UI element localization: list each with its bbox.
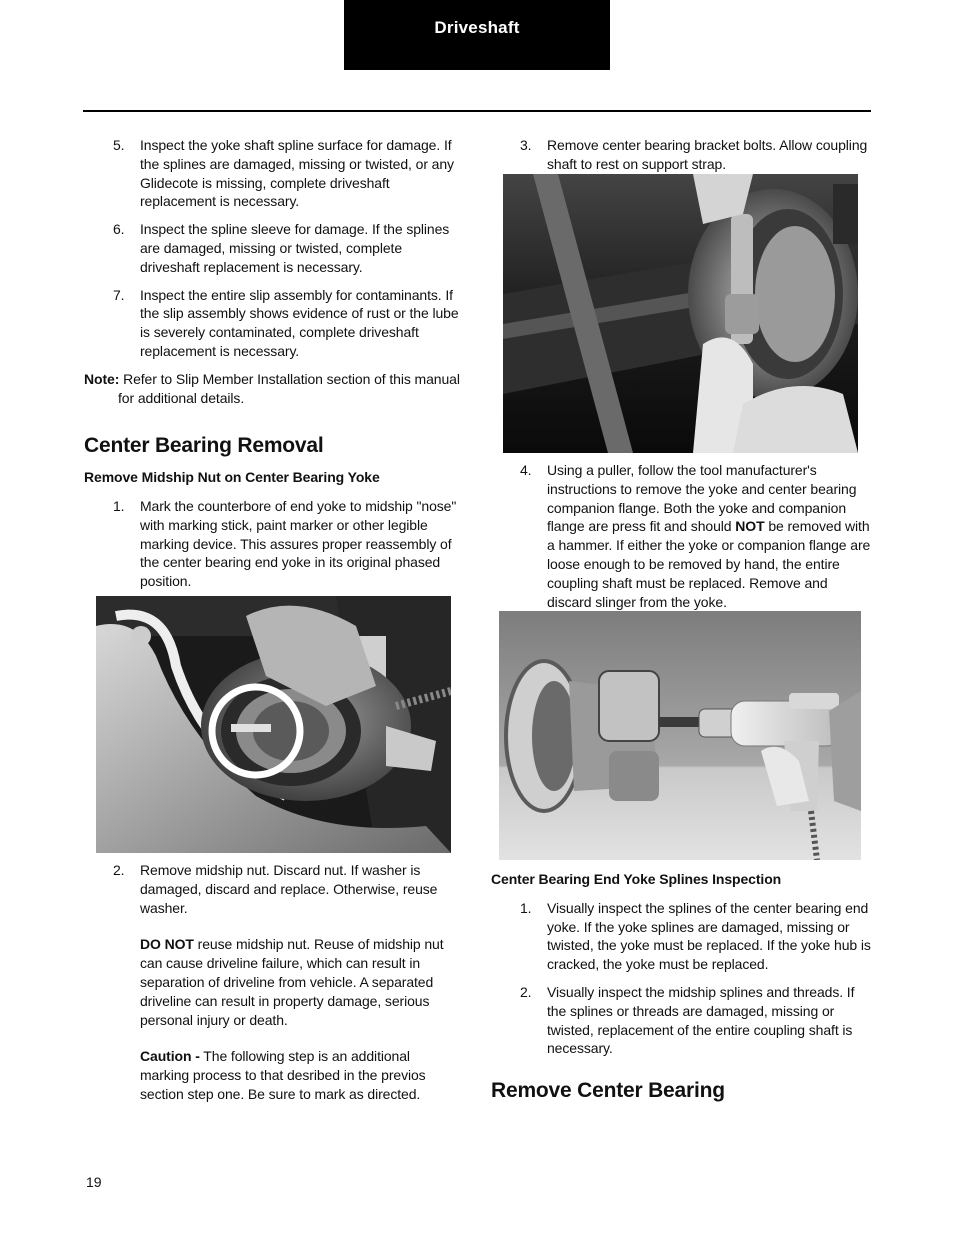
list-item xyxy=(84,136,462,211)
spacer xyxy=(140,1029,462,1047)
caution-label: Caution - xyxy=(140,1048,200,1065)
item-text: Visually inspect the splines of the center bearing end yoke. If the yoke splines are damaged, missing or twisted, the yoke must be replaced. If the yoke hub is cracked, the yoke must be replaced. xyxy=(547,899,871,973)
item-number: 5. xyxy=(113,137,125,153)
header-rule xyxy=(83,110,871,112)
item-text: Inspect the yoke shaft spline surface for damage. If the splines are damaged, missing or twisted, or any Glidecote is missing, complete driveshaft replacement is necessary. xyxy=(140,137,454,210)
subsection-title-midship-nut: Remove Midship Nut on Center Bearing Yoke xyxy=(84,469,380,486)
list-item xyxy=(491,136,871,174)
item-number: 3. xyxy=(520,137,532,153)
item-text: Remove center bearing bracket bolts. Allow coupling shaft to rest on support strap. xyxy=(547,137,868,172)
item-number: 2. xyxy=(113,862,125,878)
item-number: 1. xyxy=(113,497,125,514)
list-item xyxy=(84,497,462,591)
list-item xyxy=(491,899,871,974)
item-text: Visually inspect the midship splines and threads. If the splines or threads are damaged, missing or twisted, replacement of the entire coupling shaft is necessary. xyxy=(547,983,855,1057)
note-text: Refer to Slip Member Installation section of this manual for additional details. xyxy=(118,370,460,406)
item-text: Mark the counterbore of end yoke to midship "nose" with marking stick, paint marker or other legible marking device. This assures proper reassembly of the center bearing end yoke in its original phased position. xyxy=(140,497,457,590)
left-column-lower xyxy=(84,861,462,1113)
item-number: 1. xyxy=(520,899,532,916)
item-number: 6. xyxy=(113,221,125,238)
section-tab xyxy=(344,0,610,70)
section-tab-label: Driveshaft xyxy=(434,18,520,37)
donot-label: DO NOT xyxy=(140,936,194,953)
spacer xyxy=(140,917,462,935)
list-item xyxy=(491,983,871,1058)
note-paragraph xyxy=(84,370,462,408)
note-label: Note: xyxy=(84,370,120,387)
item-number: 4. xyxy=(520,462,532,478)
section-title-center-bearing-removal: Center Bearing Removal xyxy=(84,434,324,458)
subsection-title-inspection: Center Bearing End Yoke Splines Inspection xyxy=(491,871,782,887)
not-emphasis: NOT xyxy=(735,518,765,535)
right-column-mid xyxy=(491,461,871,620)
caution-text: The following step is an additional marking process to that desribed in the previos section step one. Be sure to mark as directed. xyxy=(140,1048,426,1102)
item-text: Using a puller, follow the tool manufacturer's instructions to remove the yoke and center bearing companion flange. Both the yoke and companion flange are press fit and should xyxy=(547,462,857,535)
right-column-lower xyxy=(491,870,871,1113)
item-body xyxy=(547,461,871,611)
list-item xyxy=(84,861,462,1104)
item-number: 7. xyxy=(113,286,125,303)
item-body xyxy=(140,861,462,1104)
page-number: 19 xyxy=(86,1174,102,1190)
item-text: Inspect the spline sleeve for damage. If the splines are damaged, missing or twisted, complete driveshaft replacement is necessary. xyxy=(140,221,450,275)
list-item xyxy=(84,286,462,361)
list-item xyxy=(491,461,871,611)
bracket-bolt-photo xyxy=(503,174,858,453)
item-text-cont: be removed with a hammer. If either the yoke or companion flange are loose enough to be removed by hand, the entire coupling shaft must be replaced. Remove and discard slinger from the yoke. xyxy=(547,518,871,610)
list-item xyxy=(84,220,462,276)
donot-text: reuse midship nut. Reuse of midship nut can cause driveline failure, which can result in separation of driveline from vehicle. A separated driveline can result in property damage, serious personal injury or death. xyxy=(140,936,444,1028)
section-title-remove-center-bearing: Remove Center Bearing xyxy=(491,1079,725,1103)
left-column xyxy=(84,136,462,600)
item-number: 2. xyxy=(520,983,532,1000)
caution-paragraph xyxy=(140,1048,426,1102)
yoke-removal-photo xyxy=(499,611,861,860)
yoke-marking-photo xyxy=(96,596,451,853)
item-text: Inspect the entire slip assembly for contaminants. If the slip assembly shows evidence of rust or the lube is severely contaminated, complete driveshaft replacement is necessary. xyxy=(140,286,459,359)
donot-paragraph xyxy=(140,936,444,1027)
item-text: Remove midship nut. Discard nut. If washer is damaged, discard and replace. Otherwise, reuse washer. xyxy=(140,862,438,916)
